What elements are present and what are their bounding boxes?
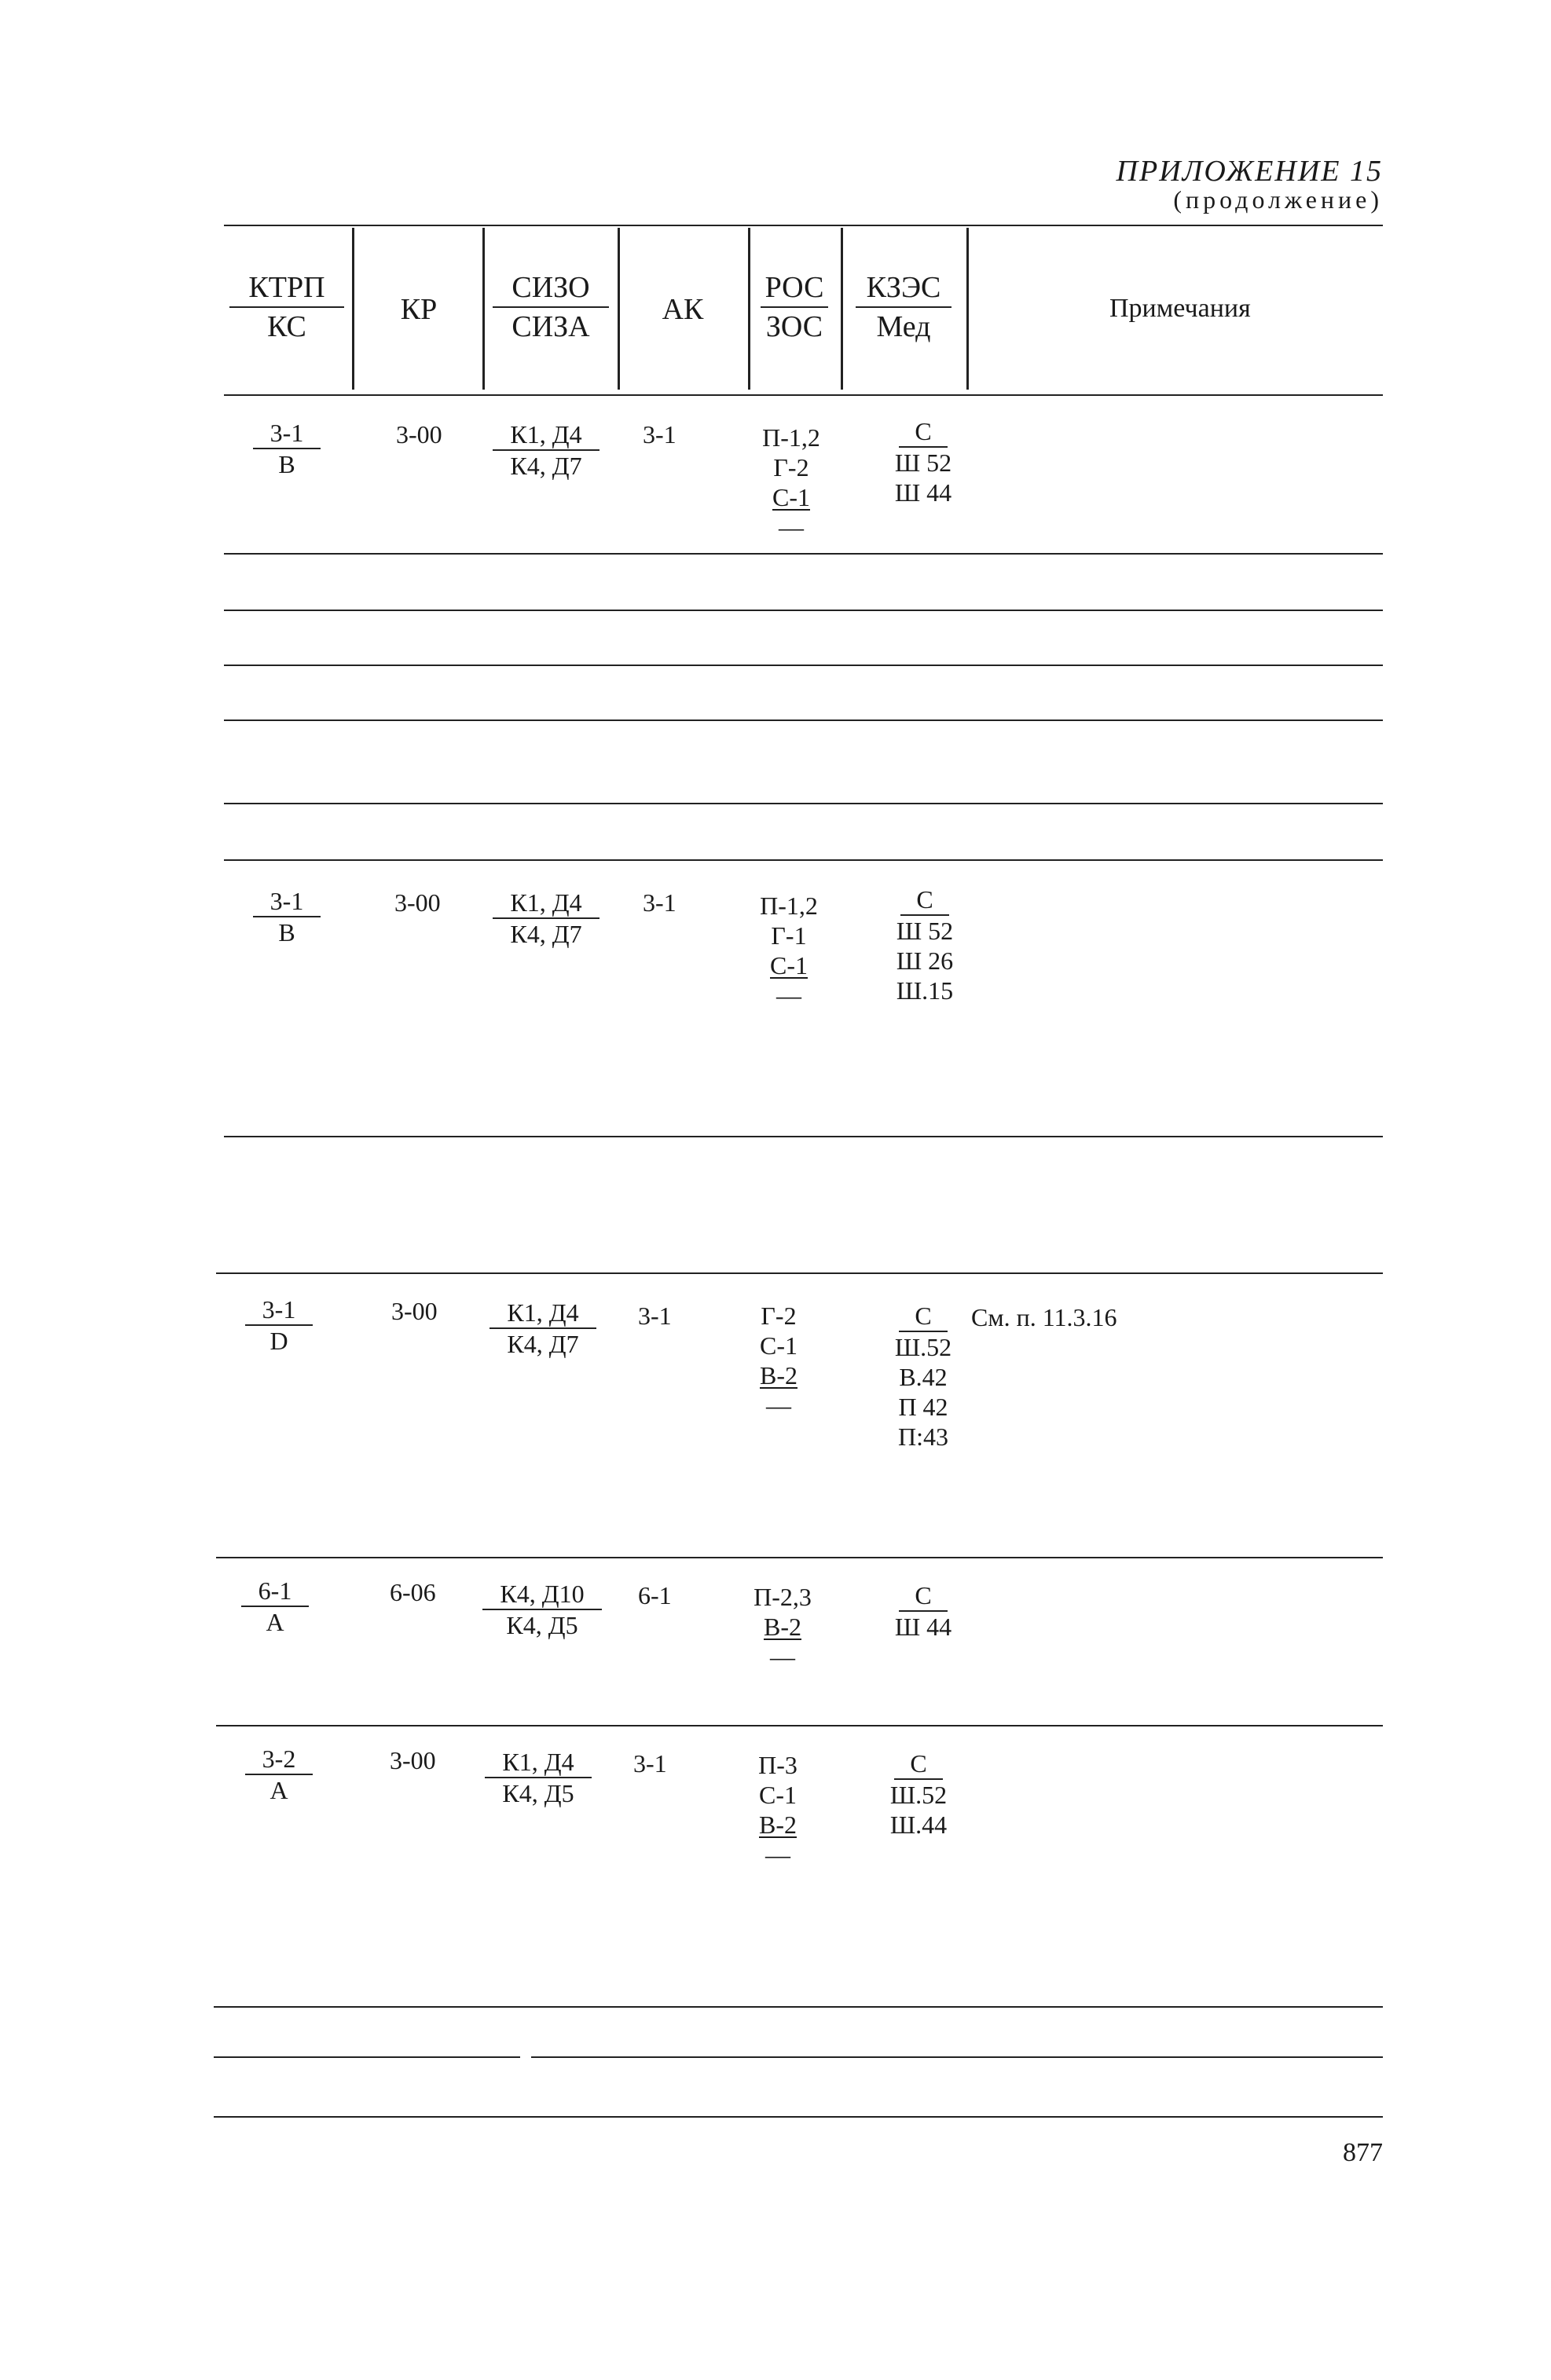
page-number: 877	[1343, 2138, 1383, 2167]
row4-kr: 6-06	[390, 1578, 436, 1606]
row4-ros-zos: П-2,3 В-2 —	[754, 1583, 812, 1671]
row2-sizo-siza: К1, Д4 К4, Д7	[471, 888, 621, 949]
row3-sizo-siza: К1, Д4 К4, Д7	[468, 1298, 618, 1359]
header-ktrp: КТРП	[229, 270, 343, 308]
row5-kzes-med: С Ш.52 Ш.44	[889, 1749, 948, 1839]
row4-sizo-siza: К4, Д10 К4, Д5	[464, 1579, 621, 1640]
row1-ros-zos: П-1,2 Г-2 С-1 —	[762, 423, 820, 541]
header-kr: КР	[400, 293, 438, 326]
row4-ktrp-ks: 6-1 А	[216, 1576, 334, 1637]
header-divider	[841, 228, 843, 390]
header-ros: РОС	[761, 270, 829, 308]
header-siza: СИЗА	[512, 310, 590, 343]
row5-ros-zos: П-3 С-1 В-2 —	[758, 1751, 798, 1869]
row5-kr: 3-00	[390, 1746, 436, 1774]
header-divider	[482, 228, 485, 390]
row-rule	[216, 1557, 1383, 1558]
row3-note: См. п. 11.3.16	[971, 1303, 1117, 1331]
row-rule	[531, 2056, 1383, 2058]
row3-kr: 3-00	[391, 1297, 438, 1325]
row5-ak: 3-1	[633, 1749, 667, 1778]
row-rule	[224, 553, 1383, 555]
row3-ros-zos: Г-2 С-1 В-2 —	[760, 1302, 798, 1419]
header-divider	[352, 228, 354, 390]
row-rule	[224, 610, 1383, 611]
header-bottom-rule	[224, 394, 1383, 396]
header-notes: Примечания	[1109, 294, 1251, 323]
row1-sizo-siza: К1, Д4 К4, Д7	[471, 419, 621, 481]
row3-ktrp-ks: $\frac{3-1}{D}$	[216, 1294, 342, 1356]
header-ks: КС	[267, 310, 306, 343]
row-rule	[224, 859, 1383, 861]
row2-kr: 3-00	[394, 888, 441, 917]
row-rule	[224, 665, 1383, 666]
header-kzes: КЗЭС	[856, 270, 952, 308]
row4-kzes-med: С Ш 44	[894, 1581, 952, 1641]
header-sizo-siza	[489, 270, 613, 344]
header-ak: АК	[662, 293, 704, 326]
header-zos: ЗОС	[765, 310, 823, 343]
row-rule	[224, 1136, 1383, 1137]
row2-ros-zos: П-1,2 Г-1 С-1 —	[760, 892, 818, 1009]
header-med: Мед	[876, 310, 931, 343]
appendix-subtitle: (продолжение)	[1173, 185, 1383, 214]
row2-ktrp-ks: 3-1 В	[224, 886, 350, 947]
row1-ak: 3-1	[643, 420, 676, 449]
row-rule	[224, 803, 1383, 804]
row-rule	[216, 1272, 1383, 1274]
header-divider	[748, 228, 750, 390]
row5-sizo-siza: К1, Д4 К4, Д5	[464, 1747, 613, 1808]
row1-ktrp-ks: 3-1 В	[224, 418, 350, 479]
row4-ak: 6-1	[638, 1581, 672, 1609]
row-rule	[214, 2006, 1383, 2008]
row1-kr: 3-00	[396, 420, 442, 449]
table-bottom-rule	[214, 2116, 1383, 2118]
row2-ak: 3-1	[643, 888, 676, 917]
header-sizo: СИЗО	[493, 270, 608, 308]
row-rule	[224, 719, 1383, 721]
header-ros-zos	[753, 270, 836, 344]
row5-ktrp-ks: 3-2 А	[216, 1744, 342, 1805]
row3-kzes-med: С Ш.52 В.42 П 42 П:43	[894, 1302, 952, 1451]
row-rule	[216, 1725, 1383, 1726]
header-divider	[966, 228, 969, 390]
table-top-rule	[224, 225, 1383, 226]
appendix-title: ПРИЛОЖЕНИЕ 15	[1116, 155, 1383, 188]
row3-ak: 3-1	[638, 1302, 672, 1330]
header-ktrp-ks	[228, 270, 346, 344]
row2-kzes-med: С Ш 52 Ш 26 Ш.15	[896, 885, 954, 1005]
row-rule	[214, 2056, 520, 2058]
header-kzes-med	[845, 270, 962, 344]
row1-kzes-med: С Ш 52 Ш 44	[894, 417, 952, 507]
header-divider	[618, 228, 620, 390]
